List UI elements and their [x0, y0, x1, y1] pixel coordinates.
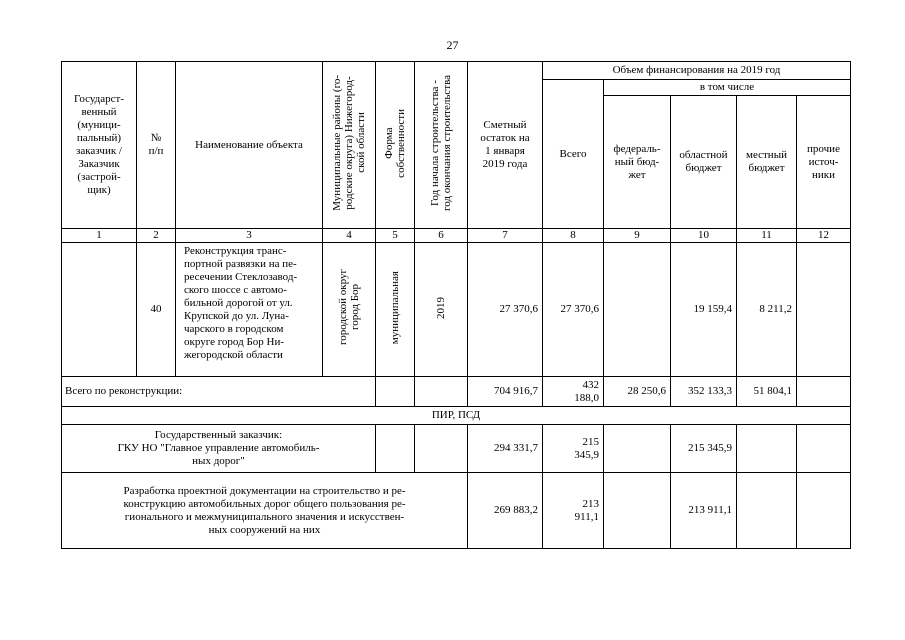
- row40-federal: [604, 243, 671, 377]
- state-customer-total: 215 345,9: [543, 425, 604, 473]
- col-num-6: 6: [415, 229, 468, 243]
- col-num-8: 8: [543, 229, 604, 243]
- header-years: [415, 62, 468, 229]
- financing-table: [61, 61, 851, 549]
- design-documentation-row: [62, 473, 851, 549]
- state-customer-row: [62, 425, 851, 473]
- reconstruction-total-label: Всего по реконструкции:: [62, 377, 376, 407]
- table-row-40: [62, 243, 851, 377]
- reconstruction-total-row: [62, 377, 851, 407]
- header-object-name: Наименование объекта: [176, 62, 323, 229]
- state-customer-regional: 215 345,9: [671, 425, 737, 473]
- section-title-row: [62, 407, 851, 425]
- col-num-11: 11: [737, 229, 797, 243]
- row40-years: [415, 243, 468, 377]
- state-customer-empty-6: [415, 425, 468, 473]
- col-num-3: 3: [176, 229, 323, 243]
- header-municipal-districts: [323, 62, 376, 229]
- column-number-row: [62, 229, 851, 243]
- header-row-1: [62, 62, 851, 80]
- row40-local: 8 211,2: [737, 243, 797, 377]
- col-num-5: 5: [376, 229, 415, 243]
- row40-ownership: [376, 243, 415, 377]
- reconstruction-total-empty-5: [376, 377, 415, 407]
- reconstruction-total-federal: 28 250,6: [604, 377, 671, 407]
- header-including: в том числе: [604, 80, 851, 96]
- row40-customer: [62, 243, 137, 377]
- header-municipal-districts-text: Муниципальные районы (го- родские округа) Нижегород- ской области: [331, 75, 367, 211]
- row40-no: 40: [137, 243, 176, 377]
- header-other: прочие источ- ники: [797, 96, 851, 229]
- header-federal: федераль- ный бюд- жет: [604, 96, 671, 229]
- reconstruction-total-other: [797, 377, 851, 407]
- row40-ownership-text: муниципальная: [389, 270, 401, 345]
- col-num-2: 2: [137, 229, 176, 243]
- state-customer-local: [737, 425, 797, 473]
- design-documentation-label: Разработка проектной документации на строительство и ре- конструкцию автомобильных дорог общего пользования ре- гионального и межмуниципального значения и искусствен- ных сооружений на них: [62, 473, 468, 549]
- reconstruction-total-local: 51 804,1: [737, 377, 797, 407]
- col-num-9: 9: [604, 229, 671, 243]
- col-num-10: 10: [671, 229, 737, 243]
- design-documentation-federal: [604, 473, 671, 549]
- row40-total: 27 370,6: [543, 243, 604, 377]
- header-no: № п/п: [137, 62, 176, 229]
- state-customer-other: [797, 425, 851, 473]
- header-ownership-text: Форма собственности: [383, 108, 407, 178]
- state-customer-federal: [604, 425, 671, 473]
- col-num-12: 12: [797, 229, 851, 243]
- col-num-7: 7: [468, 229, 543, 243]
- reconstruction-total-estimated-balance: 704 916,7: [468, 377, 543, 407]
- page-number: 27: [446, 38, 459, 52]
- row40-district-text: городской округ город Бор: [337, 269, 361, 346]
- header-local: местный бюджет: [737, 96, 797, 229]
- header-total: Всего: [543, 80, 604, 229]
- state-customer-estimated-balance: 294 331,7: [468, 425, 543, 473]
- design-documentation-regional: 213 911,1: [671, 473, 737, 549]
- header-ownership: [376, 62, 415, 229]
- col-num-1: 1: [62, 229, 137, 243]
- header-estimated-balance: Сметный остаток на 1 января 2019 года: [468, 62, 543, 229]
- row40-object-name: Реконструкция транс- портной развязки на пе- ресечении Стеклозавод- ского шоссе с автомо- бильной дорогой от ул. Крупской до ул. Луна- чарского в городском округе город Бор Ни- жегородской области: [176, 243, 323, 377]
- reconstruction-total-empty-6: [415, 377, 468, 407]
- design-documentation-total: 213 911,1: [543, 473, 604, 549]
- state-customer-label: Государственный заказчик: ГКУ НО "Главное управление автомобиль- ных дорог": [62, 425, 376, 473]
- row40-years-text: 2019: [435, 296, 447, 319]
- row40-other: [797, 243, 851, 377]
- reconstruction-total-regional: 352 133,3: [671, 377, 737, 407]
- row40-estimated-balance: 27 370,6: [468, 243, 543, 377]
- header-customer: Государст- венный (муници- пальный) заказчик / Заказчик (застрой- щик): [62, 62, 137, 229]
- design-documentation-estimated-balance: 269 883,2: [468, 473, 543, 549]
- row40-district: [323, 243, 376, 377]
- header-regional: областной бюджет: [671, 96, 737, 229]
- header-funding-2019: Объем финансирования на 2019 год: [543, 62, 851, 80]
- reconstruction-total-total: 432 188,0: [543, 377, 604, 407]
- design-documentation-local: [737, 473, 797, 549]
- col-num-4: 4: [323, 229, 376, 243]
- section-title: ПИР, ПСД: [62, 407, 851, 425]
- state-customer-empty-5: [376, 425, 415, 473]
- row40-regional: 19 159,4: [671, 243, 737, 377]
- design-documentation-other: [797, 473, 851, 549]
- header-years-text: Год начала строительства - год окончания строительства: [429, 75, 453, 211]
